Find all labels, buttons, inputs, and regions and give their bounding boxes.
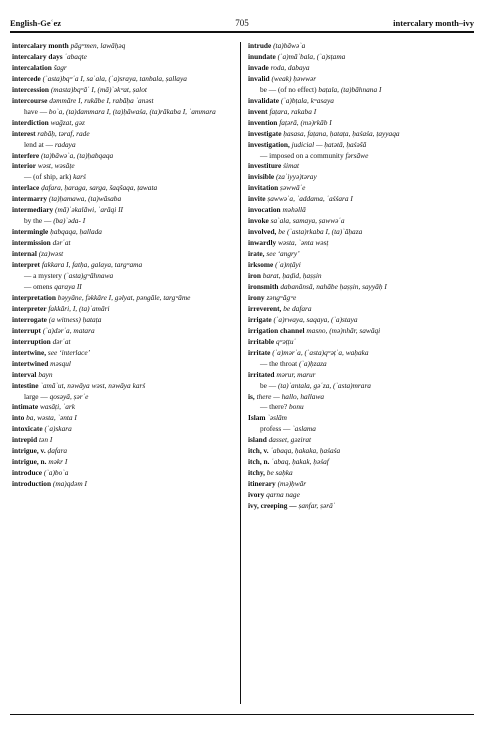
geez-translation: ḥabqaqa, ḥallada (50, 227, 102, 237)
dictionary-entry (12, 446, 234, 457)
geez-translation: judicial — ḥatətā, ḥaśəšā (291, 139, 367, 149)
geez-translation: masno, (mə)nhār, sawāqi (306, 325, 381, 335)
headword: interpretation (12, 292, 56, 302)
geez-translation: ḥasasa, faṭana, ḥataṭa, ḥaśaśa, ṭayyaqa (283, 128, 400, 138)
dictionary-entry (248, 424, 472, 435)
headword: ivory (248, 490, 265, 500)
geez-translation: ʿabaqa, ḥakaka, ḥaśaśa (270, 446, 341, 456)
dictionary-entry (248, 74, 472, 85)
geez-translation: (ʾa)māʾbala, (ʾa)sṭama (277, 51, 346, 61)
geez-translation: ʾəslām (267, 413, 287, 423)
dictionary-entry (12, 238, 234, 249)
headword: intrigue, n. (12, 457, 47, 467)
headword: intrude (248, 41, 272, 50)
dictionary-entry (248, 140, 472, 151)
geez-translation: (ta)bāwəʾa (273, 41, 306, 50)
dictionary-entry (12, 413, 234, 424)
right-column (248, 41, 472, 512)
dictionary-entry (12, 151, 234, 162)
geez-translation: zəngʷāgʷe (266, 292, 297, 302)
dictionary-entry (12, 370, 234, 381)
geez-translation: qaraya II (54, 281, 82, 291)
headword: itinerary (248, 479, 276, 489)
dictionary-entry (248, 446, 472, 457)
geez-translation: baṭala, (ta)bāhnana I (318, 84, 382, 94)
geez-translation: boʾa, (ta)dammara I, (ta)ḥāwaśa, (ta)rākaba I, ʿammara (48, 106, 216, 116)
geez-translation: ḍafara, ḥaraga, sarga, šaqšaqa, ṭawata (41, 183, 158, 193)
geez-translation: qarna nage (266, 490, 300, 500)
dictionary-entry (248, 85, 472, 96)
dictionary-entry (248, 402, 472, 413)
headword: interrupt (12, 325, 41, 335)
dictionary-entry (248, 326, 472, 337)
sub-sense: — imposed on a community (260, 150, 344, 160)
headword: irreverent, (248, 303, 282, 313)
geez-translation: faṭara, rakaba I (269, 106, 317, 116)
dictionary-entry (12, 293, 234, 304)
headword: irritated (248, 369, 275, 379)
dictionary-entry (12, 216, 234, 227)
headword: intrepid (12, 435, 38, 445)
headword: intoxicate (12, 424, 43, 434)
headword: intercalary days (12, 51, 63, 61)
headword: invade (248, 62, 269, 72)
geez-translation: ʿabaq, ḥakak, ḥəśaf (271, 457, 329, 467)
dictionary-entry (248, 194, 472, 205)
dictionary-entry (12, 468, 234, 479)
geez-translation: ʾamāʾut, nəwāya wəst, nəwāya karś (40, 380, 146, 390)
dictionary-entry (248, 392, 472, 403)
headword: interfere (12, 150, 40, 160)
dictionary-entry (12, 41, 234, 52)
headword: invocation (248, 205, 281, 215)
headword: invalidate (248, 95, 280, 105)
headword: invite (248, 194, 266, 204)
geez-translation: wəst, wəsāṭe (37, 161, 75, 171)
dictionary-entry (248, 370, 472, 381)
geez-translation: wəsta, ʾənta wəsṭ (278, 238, 329, 248)
geez-translation: (ta)bāwəʾa, (ta)ḥabqaqa (41, 150, 114, 160)
headword: Islam (248, 413, 266, 423)
dictionary-entry (12, 271, 234, 282)
geez-translation: dasset, gəzirat (268, 435, 312, 445)
geez-translation: see ʻinterlaceʼ (47, 347, 91, 357)
geez-translation: (masta)bqʷāʿ I, (mā)ʾəkʷat, ṣalot (50, 84, 147, 94)
dictionary-entry (248, 118, 472, 129)
headword: irritable (248, 336, 275, 346)
dictionary-entry (12, 172, 234, 183)
headword: internal (12, 249, 37, 259)
dictionary-entry (248, 501, 472, 512)
headword: intermediary (12, 205, 54, 215)
dictionary-entry (248, 172, 472, 183)
sub-sense: — omens (24, 281, 53, 291)
geez-translation: (ʾa)mərʾa, (ʾasta)qʷəṭʿa, waḥaka (272, 347, 369, 357)
dictionary-entry (12, 402, 234, 413)
headword: introduce (12, 468, 43, 478)
headword: island (248, 435, 267, 445)
geez-translation: bəyyāne, fəkkāre I, gəlyat, pəngāle, targʷāme (57, 292, 191, 302)
headword: interruption (12, 336, 51, 346)
headword: interest (12, 128, 36, 138)
dictionary-entry (12, 479, 234, 490)
headword: irony (248, 292, 265, 302)
dictionary-entry (12, 74, 234, 85)
header-right-guide-words: intercalary month–ivy (393, 18, 474, 28)
dictionary-entry (12, 96, 234, 107)
geez-translation: dərʿat (52, 336, 71, 346)
dictionary-entry (248, 63, 472, 74)
geez-translation: ṣawwəʿa, ʿaddama, ʿaśśara I (267, 194, 353, 204)
geez-translation: (ta)ḥamawa, (ta)wāsaba (48, 194, 122, 204)
dictionary-entry (248, 304, 472, 315)
footer-rule (10, 714, 474, 715)
headword: introduction (12, 479, 52, 489)
dictionary-entry (12, 260, 234, 271)
dictionary-entry (12, 205, 234, 216)
dictionary-entry (248, 413, 472, 424)
headword: itch, n. (248, 457, 270, 467)
dictionary-entry (12, 348, 234, 359)
geez-translation: ʿabaqte (64, 51, 87, 61)
dictionary-entry (12, 337, 234, 348)
dictionary-entry (12, 282, 234, 293)
headword: intercourse (12, 95, 48, 105)
headword: intermission (12, 238, 51, 248)
dictionary-entry (12, 227, 234, 238)
headword: iron (248, 271, 261, 281)
geez-translation: mərur, marur (276, 369, 316, 379)
headword: is, (248, 391, 255, 401)
geez-translation: roda, dabaya (270, 62, 310, 72)
dictionary-entry (12, 392, 234, 403)
headword: interrogate (12, 314, 47, 324)
sub-sense: — there? (260, 402, 288, 412)
geez-translation: (zaʾiyyə)təray (275, 172, 317, 182)
sub-sense: profess — (260, 424, 291, 434)
headword: intestine (12, 380, 39, 390)
geez-translation: saʾala, samaya, ṣawwəʿa (270, 216, 345, 226)
headword: inwardly (248, 238, 277, 248)
headword: invalid (248, 73, 270, 83)
headword: irate, (248, 249, 265, 259)
sub-sense: be — (of no effect) (260, 84, 317, 94)
geez-translation: (ʾasta)gʷāhnawa (63, 271, 114, 281)
dictionary-entry (12, 326, 234, 337)
headword: itch, v. (248, 446, 269, 456)
geez-translation: (weak) ḥəwwər (271, 73, 317, 83)
dictionary-entry (248, 205, 472, 216)
geez-translation: ṣanfar, ṣərāʿ (298, 501, 336, 511)
dictionary-entry (248, 293, 472, 304)
geez-translation: (ʾa)boʾa (43, 468, 69, 478)
dictionary-entry (248, 479, 472, 490)
geez-translation: (ʾasta)bqʷʿa I, saʾala, (ʾa)sraya, tanbala, ṣallaya (42, 73, 187, 83)
headword: investigate (248, 128, 282, 138)
geez-translation: (ʾa)bṭala, kʷasaya (280, 95, 334, 105)
geez-translation: be saḥka (266, 468, 293, 478)
dictionary-entry (248, 260, 472, 271)
geez-translation: (ʾa)skara (44, 424, 72, 434)
geez-translation: radaya (54, 139, 76, 149)
dictionary-entry (12, 85, 234, 96)
headword: intrigue, v. (12, 446, 46, 456)
geez-translation: tən I (39, 435, 53, 445)
dictionary-entry (12, 359, 234, 370)
geez-translation: (a witness) ḥataṭa (48, 314, 102, 324)
page-header (10, 18, 474, 32)
headword: interpret (12, 260, 41, 270)
dictionary-entry (248, 96, 472, 107)
headword: invention (248, 117, 278, 127)
dictionary-entry (248, 216, 472, 227)
headword: intermingle (12, 227, 49, 237)
geez-translation: qosəyā, ṣərʿe (49, 391, 89, 401)
geez-translation: məkr I (48, 457, 68, 467)
dictionary-entry (12, 63, 234, 74)
geez-translation: məsqul (50, 358, 71, 368)
dictionary-entry (248, 435, 472, 446)
geez-translation: barat, ḥaḍid, ḥaṣṣin (262, 271, 322, 281)
dictionary-entry (248, 129, 472, 140)
header-rule (10, 31, 474, 33)
sub-sense: — the throat (260, 358, 298, 368)
headword: intercession (12, 84, 49, 94)
dictionary-entry (248, 183, 472, 194)
geez-translation: ba, wəsta, ʾənta I (26, 413, 77, 423)
sub-sense: large — (24, 391, 48, 401)
sub-sense: lend at — (24, 139, 53, 149)
dictionary-entry (248, 238, 472, 249)
headword: intertwine, (12, 347, 47, 357)
geez-translation: there — hallo, hallawa (256, 391, 325, 401)
dictionary-entry (12, 381, 234, 392)
left-column (12, 41, 234, 490)
headword: irksome (248, 260, 274, 270)
headword: investiture (248, 161, 282, 171)
headword: irrigate (248, 314, 272, 324)
headword: intercalary month (12, 41, 69, 50)
headword: invent (248, 106, 268, 116)
headword: inundate (248, 51, 276, 61)
sub-sense: have — (24, 106, 48, 116)
headword: itchy, (248, 468, 265, 478)
headword: interdiction (12, 117, 49, 127)
dictionary-entry (12, 304, 234, 315)
geez-translation: qʷəṭṭuʿ (275, 336, 296, 346)
dictionary-entry (12, 107, 234, 118)
headword: irrigation channel (248, 325, 305, 335)
dictionary-entry (12, 118, 234, 129)
geez-translation: (za)wəst (38, 249, 64, 259)
geez-translation: məhəllā (282, 205, 306, 215)
headword: intercede (12, 73, 41, 83)
dictionary-entry (248, 271, 472, 282)
geez-translation: (ta)ʾantala, gəʿza, (ʾasta)mrara (277, 380, 371, 390)
sub-sense: by the — (24, 216, 52, 226)
geez-translation: dəmmāre I, rukābe I, rabāḥa ʾanəst (49, 95, 154, 105)
sub-sense: — a mystery (24, 271, 62, 281)
headword: invisible (248, 172, 275, 182)
headword: intertwined (12, 358, 49, 368)
dictionary-entry (248, 468, 472, 479)
geez-translation: karś (73, 172, 86, 182)
headword: invoke (248, 216, 269, 226)
headword: invitation (248, 183, 279, 193)
dictionary-entry (248, 161, 472, 172)
column-divider (240, 42, 241, 704)
geez-translation: fakkāri, I, (ta)ʾamāri (48, 303, 110, 313)
geez-translation: ʾaslama (292, 424, 316, 434)
geez-translation: be dafara (283, 303, 312, 313)
geez-translation: ḍafara (47, 446, 68, 456)
dictionary-entry (248, 52, 472, 63)
dictionary-entry (248, 457, 472, 468)
dictionary-entry (12, 457, 234, 468)
dictionary-entry (248, 249, 472, 260)
dictionary-entry (248, 337, 472, 348)
headword: into (12, 413, 25, 423)
dictionary-entry (248, 348, 472, 359)
geez-translation: (mā)ʾəkalāwi, ʾarāqi II (55, 205, 123, 215)
geez-translation: bonu (288, 402, 304, 412)
sub-sense: be — (260, 380, 277, 390)
geez-translation: (mə)ḥwār (277, 479, 307, 489)
geez-translation: (ʾa)ḥzaza (298, 358, 327, 368)
geez-translation: pāgʷmen, lawāḥəq (70, 41, 126, 50)
header-left-guide-word: English-Geʿez (10, 18, 61, 28)
page-number: 705 (235, 18, 249, 28)
dictionary-entry (248, 227, 472, 238)
headword: intermarry (12, 194, 48, 204)
geez-translation: dərʿat (52, 238, 71, 248)
geez-translation: (ma)qdəm I (52, 479, 87, 489)
headword: ivy, creeping — (248, 501, 297, 511)
headword: interior (12, 161, 37, 171)
geez-translation: ṣəwwāʿe (280, 183, 306, 193)
headword: investigation, (248, 139, 290, 149)
dictionary-entry (12, 315, 234, 326)
headword: intercalation (12, 62, 52, 72)
headword: interpreter (12, 303, 47, 313)
geez-translation: wasāṭi, ʿark (39, 402, 76, 412)
geez-translation: waḡzat, gəz (50, 117, 85, 127)
geez-translation: dabanānsā, nahābe ḥaṣṣin, sayyāḥ I (280, 281, 387, 291)
dictionary-entry (12, 249, 234, 260)
geez-translation: śimat (283, 161, 300, 171)
headword: involved, (248, 227, 277, 237)
dictionary-entry (248, 107, 472, 118)
dictionary-entry (248, 490, 472, 501)
geez-translation: fərsāwe (345, 150, 369, 160)
dictionary-entry (12, 129, 234, 140)
geez-translation: (ba)ʾəda- I (53, 216, 86, 226)
dictionary-entry (12, 194, 234, 205)
dictionary-entry (12, 435, 234, 446)
geez-translation: see ʻangryʼ (266, 249, 300, 259)
dictionary-entry (248, 381, 472, 392)
geez-translation: šagr (53, 62, 67, 72)
geez-translation: (ʾa)nṭāyi (275, 260, 301, 270)
geez-translation: be (ʾasta)rkaba I, (ta)ʾāḥaza (278, 227, 363, 237)
headword: intimate (12, 402, 39, 412)
dictionary-entry (248, 151, 472, 162)
geez-translation: bayn (38, 369, 53, 379)
headword: interval (12, 369, 37, 379)
geez-translation: fakkara I, fatḥa, galaya, targʷama (41, 260, 143, 270)
dictionary-entry (12, 183, 234, 194)
dictionary-entry (248, 359, 472, 370)
geez-translation: (ʾa)rwaya, saqaya, (ʾa)staya (273, 314, 358, 324)
geez-translation: (ʾa)dərʿa, matara (42, 325, 95, 335)
dictionary-entry (248, 315, 472, 326)
sub-sense: — (of ship, ark) (24, 172, 72, 182)
headword: ironsmith (248, 281, 279, 291)
dictionary-entry (12, 52, 234, 63)
headword: interlace (12, 183, 40, 193)
dictionary-entry (12, 424, 234, 435)
dictionary-entry (248, 41, 472, 52)
dictionary-entry (12, 161, 234, 172)
dictionary-entry (248, 282, 472, 293)
dictionary-entry (12, 140, 234, 151)
geez-translation: faṭərā, (mə)rkāb I (279, 117, 332, 127)
geez-translation: rabāḥ, təraf, rade (37, 128, 90, 138)
headword: irritate (248, 347, 271, 357)
